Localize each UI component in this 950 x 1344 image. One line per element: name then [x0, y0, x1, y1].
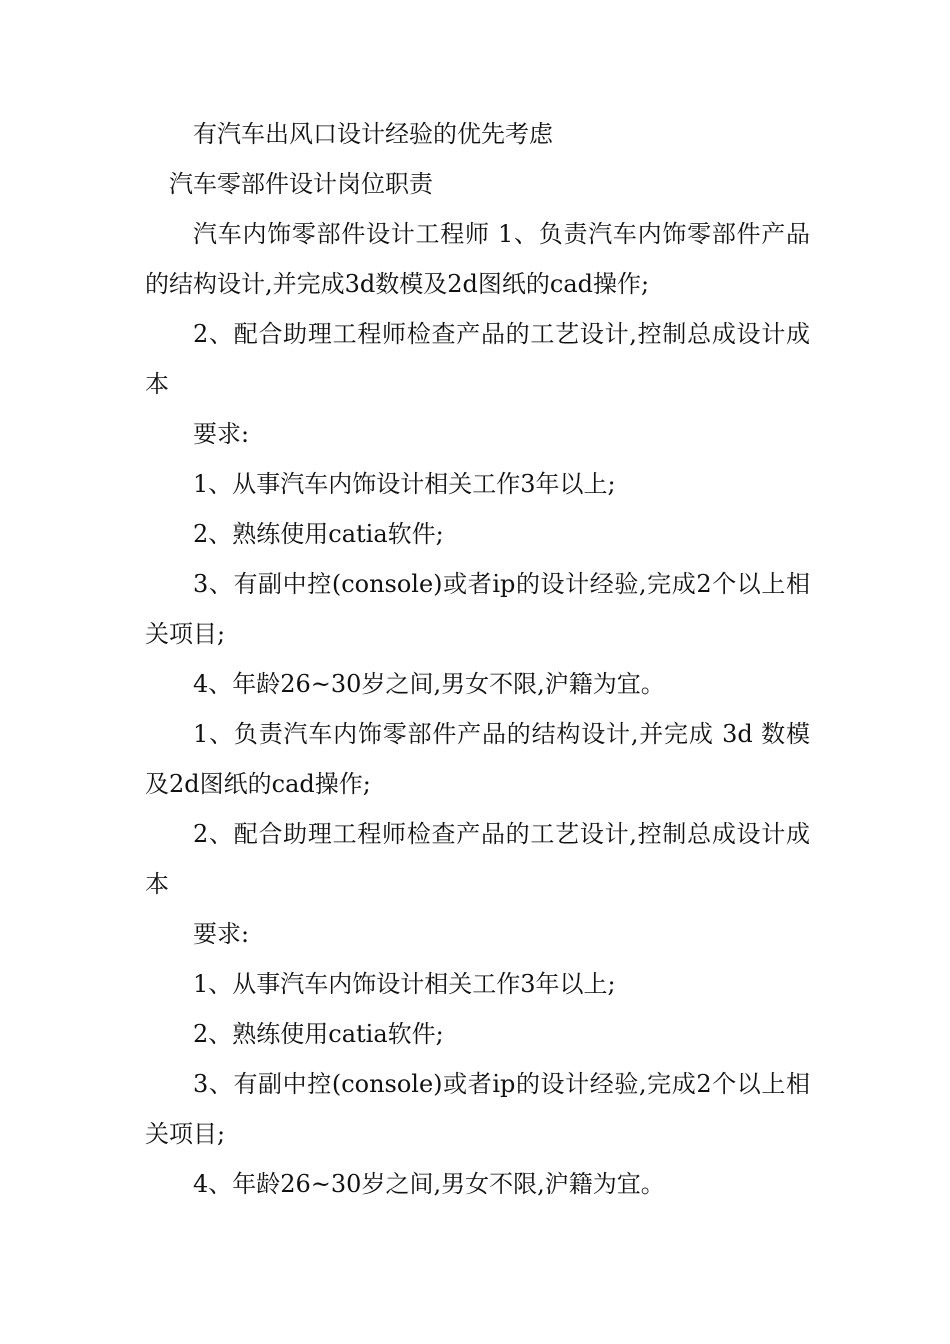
paragraph-preferred-experience: 有汽车出风口设计经验的优先考虑: [193, 120, 553, 148]
paragraph-duty-1-repeat: 1、负责汽车内饰零部件产品的结构设计,并完成 3d 数模及2d图纸的cad操作;: [145, 720, 810, 798]
paragraph-requirement-2-repeat: 2、熟练使用catia软件;: [193, 1020, 444, 1048]
paragraph-requirement-1: 1、从事汽车内饰设计相关工作3年以上;: [193, 470, 616, 498]
paragraph-requirements-label: 要求:: [193, 420, 250, 448]
paragraph-requirement-2: 2、熟练使用catia软件;: [193, 520, 444, 548]
paragraph-requirement-3: 3、有副中控(console)或者ip的设计经验,完成2个以上相关项目;: [145, 570, 810, 648]
paragraph-requirement-1-repeat: 1、从事汽车内饰设计相关工作3年以上;: [193, 970, 616, 998]
paragraph-requirements-label-repeat: 要求:: [193, 920, 250, 948]
paragraph-requirement-4-repeat: 4、年龄26~30岁之间,男女不限,沪籍为宜。: [193, 1170, 665, 1198]
paragraph-duty-1: 汽车内饰零部件设计工程师 1、负责汽车内饰零部件产品的结构设计,并完成3d数模及2d图纸的cad操作;: [145, 220, 810, 298]
document-body: [145, 109, 810, 1209]
paragraph-duty-2: 2、配合助理工程师检查产品的工艺设计,控制总成设计成本: [145, 320, 810, 398]
section-heading: 汽车零部件设计岗位职责: [169, 170, 433, 198]
paragraph-duty-2-repeat: 2、配合助理工程师检查产品的工艺设计,控制总成设计成本: [145, 820, 810, 898]
paragraph-requirement-3-repeat: 3、有副中控(console)或者ip的设计经验,完成2个以上相关项目;: [145, 1070, 810, 1148]
paragraph-requirement-4: 4、年龄26~30岁之间,男女不限,沪籍为宜。: [193, 670, 665, 698]
